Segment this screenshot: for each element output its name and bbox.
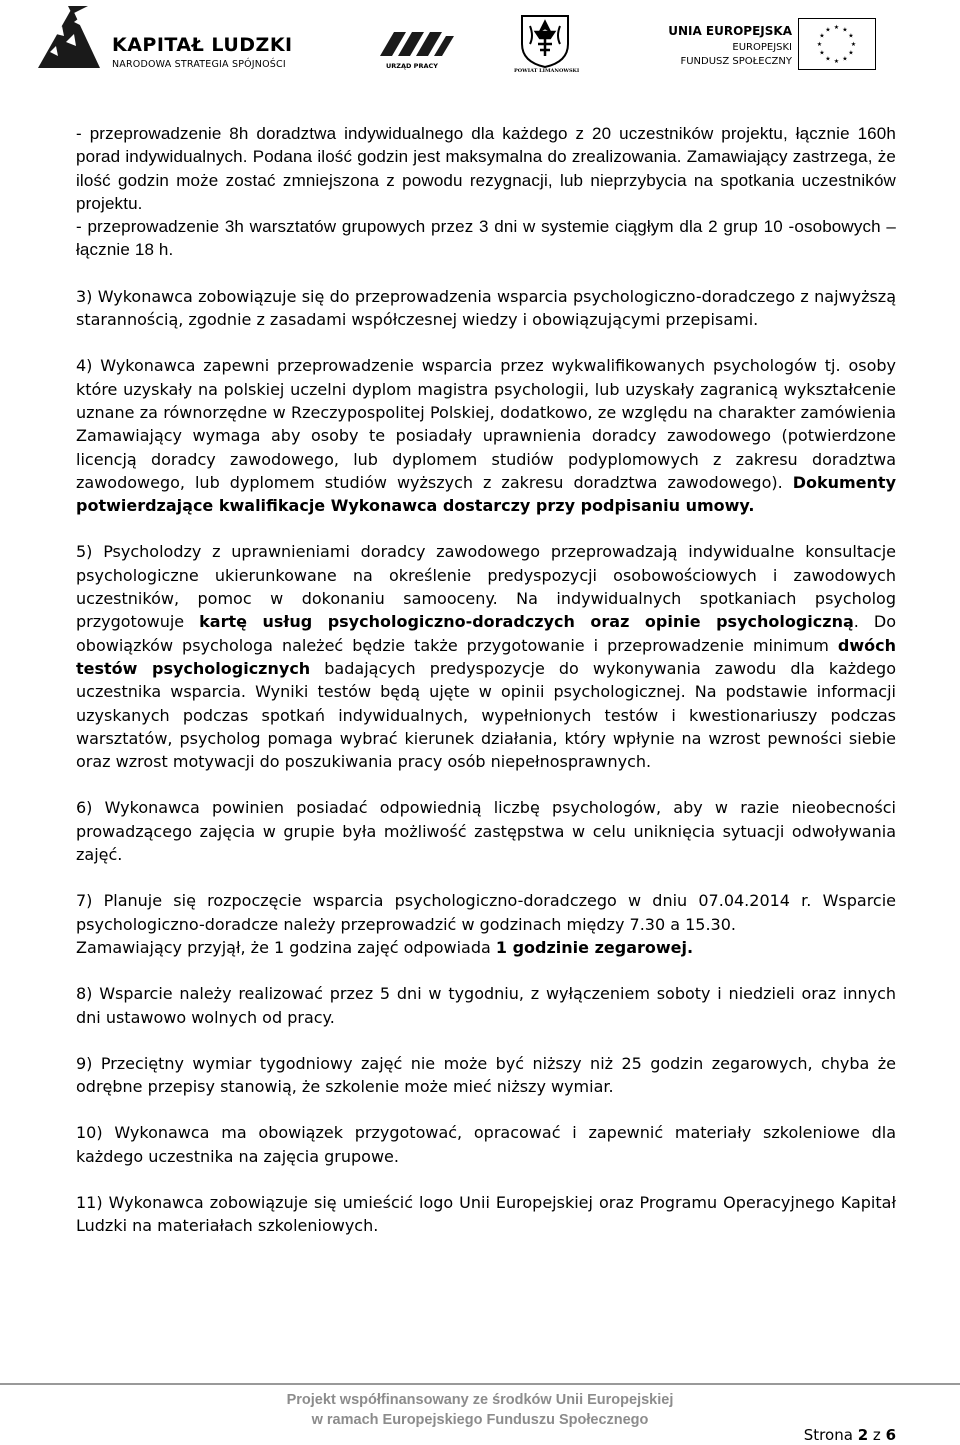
urzad-pracy-logo — [378, 26, 456, 72]
svg-text:★: ★ — [848, 32, 854, 40]
svg-text:★: ★ — [833, 58, 840, 65]
paragraph-5-bold-b: kartę usług psychologiczno-doradczych oraz opinie psychologiczną — [199, 612, 854, 632]
eu-flag-icon — [798, 18, 876, 70]
svg-text:★: ★ — [825, 26, 831, 34]
ue-line-3: FUNDUSZ SPOŁECZNY — [680, 56, 792, 67]
svg-text:★: ★ — [848, 49, 854, 57]
urzad-pracy-emblem-icon — [378, 26, 456, 62]
document-body — [76, 122, 896, 1238]
header-logos — [0, 0, 960, 90]
list-item-8h-doradztwa: - przeprowadzenie 8h doradztwa indywidualnego dla każdego z 20 uczestników projektu, łącznie 160h porad indywidualnych. Podana ilość godzin jest maksymalna do zrealizowania. Zamawiający zastrzega, że ilość godzin może zostać zmniejszona z powodu rezygnacji, lub nieprzybycia na spotkania uczestników projektu. — [76, 124, 896, 213]
page-separator: z — [872, 1426, 881, 1444]
paragraph-7: 7) Planuje się rozpoczęcie wsparcia psychologiczno-doradczego w dniu 07.04.2014 r. Wsparcie psychologiczno-doradcze należy przeprowadzić w godzinach między 7.30 a 15.30. — [76, 891, 896, 934]
paragraph-7-note-text: Zamawiający przyjął, że 1 godzina zajęć odpowiada — [76, 937, 491, 957]
kapital-ludzki-emblem-icon — [38, 4, 100, 68]
paragraph-9: 9) Przeciętny wymiar tygodniowy zajęć nie może być niższy niż 25 godzin zegarowych, chyba że odrębne przepisy stanowią, że szkolenie może mieć niższy wymiar. — [76, 1053, 896, 1097]
page-current: 2 — [857, 1426, 869, 1444]
footer-line-2: w ramach Europejskiego Funduszu Społecznego — [311, 1412, 649, 1428]
paragraph-7-note-bold: 1 godzinie zegarowej. — [495, 937, 694, 957]
svg-text:★: ★ — [819, 49, 825, 57]
paragraph-11: 11) Wykonawca zobowiązuje się umieścić logo Unii Europejskiej oraz Programu Operacyjnego Kapitał Ludzki na materiałach szkoleniowych. — [76, 1192, 896, 1236]
kapital-ludzki-title: KAPITAŁ LUDZKI — [112, 34, 293, 56]
page-total: 6 — [885, 1426, 896, 1444]
footer-cofinancing-note — [0, 1390, 960, 1430]
kapital-ludzki-logo — [38, 4, 308, 74]
paragraph-7-note — [76, 936, 896, 959]
svg-text:★: ★ — [842, 55, 848, 63]
paragraph-5-text-e: badających predyspozycje do wykonywania zawodu dla każdego uczestnika wsparcia. Wyniki testów będą ujęte w opinii psychologicznej. Na podstawie informacji uzyskanych podczas spotkań indywidualnych, wypełnionych testów i kwestionariuszy podczas warsztatów, psycholog pomaga wybrać kierunek działania, który wpłynie na wzrost pewności siebie oraz wzrost motywacji do poszukiwania pracy osób niepełnosprawnych. — [76, 658, 896, 772]
ue-line-1: UNIA EUROPEJSKA — [668, 24, 792, 38]
paragraph-4-bold: Dokumenty potwierdzające kwalifikacje Wykonawca dostarczy przy podpisaniu umowy. — [76, 472, 896, 516]
paragraph-10: 10) Wykonawca ma obowiązek przygotować, opracować i zapewnić materiały szkoleniowe dla każdego uczestnika na zajęcia grupowe. — [76, 1123, 896, 1166]
footer-line-1: Projekt współfinansowany ze środków Unii Europejskiej — [286, 1392, 674, 1408]
paragraph-3: 3) Wykonawca zobowiązuje się do przeprowadzenia wsparcia psychologiczno-doradczego z najwyższą starannością, zgodnie z zasadami współczesnej wiedzy i obowiązującymi przepisami. — [76, 286, 896, 330]
powiat-label: POWIAT LIMANOWSKI — [514, 68, 580, 74]
svg-text:★: ★ — [842, 26, 848, 34]
powiat-crest-icon — [516, 14, 574, 68]
svg-text:★: ★ — [825, 55, 831, 63]
paragraph-5-bold-d: dwóch testów psychologicznych — [76, 635, 896, 678]
paragraph-8: 8) Wsparcie należy realizować przez 5 dni w tygodniu, z wyłączeniem soboty i niedzieli oraz innych dni ustawowo wolnych od pracy. — [76, 984, 896, 1027]
powiat-limanowski-logo — [514, 14, 580, 76]
paragraph-4-text: 4) Wykonawca zapewni przeprowadzenie wsparcia przez wykwalifikowanych psychologów tj. osoby które uzyskały na polskiej uczelni dyplom magistra psychologii, lub uzyskały zagranicą wykształcenie uznane za równorzędne w Rzeczypospolitej Polskiej, dodatkowo, ze względu na charakter zamówienia Zamawiający wymaga aby osoby te posiadały uprawnienia doradcy zawodowego (potwierdzone licencją doradcy zawodowego, lub dyplomem studiów podyplomowych z zakresu doradztwa zawodowego, lub dyplomem studiów wyższych z zakresu doradztwa zawodowego). — [76, 356, 896, 492]
paragraph-5 — [76, 540, 896, 773]
unia-europejska-logo — [668, 16, 884, 76]
paragraph-6: 6) Wykonawca powinien posiadać odpowiednią liczbę psychologów, aby w razie nieobecności prowadzącego zajęcia w grupie była możliwość zastępstwa w celu uniknięcia sytuacji odwoływania zajęć. — [76, 798, 896, 865]
paragraph-4 — [76, 354, 896, 517]
svg-text:★: ★ — [816, 41, 823, 48]
ue-line-2: EUROPEJSKI — [732, 42, 792, 53]
page-prefix: Strona — [803, 1426, 853, 1444]
kapital-ludzki-subtitle: NARODOWA STRATEGIA SPÓJNOŚCI — [112, 59, 286, 70]
page-number — [804, 1426, 896, 1444]
urzad-pracy-label: URZĄD PRACY — [386, 62, 438, 70]
paragraph-5-text-a: 5) Psycholodzy z uprawnieniami doradcy zawodowego przeprowadzają indywidualne konsultacje psychologiczne ukierunkowane na określenie predyspozycji osobowościowych i zawodowych uczestników, pomoc w dokonaniu samooceny. Na indywidualnych spotkaniach psycholog przygotowuje — [76, 542, 896, 632]
paragraph-5-text-c: . Do obowiązków psychologa należeć będzie także przygotowanie i przeprowadzenie minimum — [76, 612, 897, 655]
list-item-3h-warsztatow: - przeprowadzenie 3h warsztatów grupowych przez 3 dni w systemie ciągłym dla 2 grup 10 -osobowych – łącznie 18 h. — [76, 217, 896, 260]
footer-divider — [0, 1383, 960, 1385]
svg-text:★: ★ — [819, 32, 825, 40]
svg-text:★: ★ — [833, 24, 840, 31]
svg-text:★: ★ — [850, 41, 857, 48]
